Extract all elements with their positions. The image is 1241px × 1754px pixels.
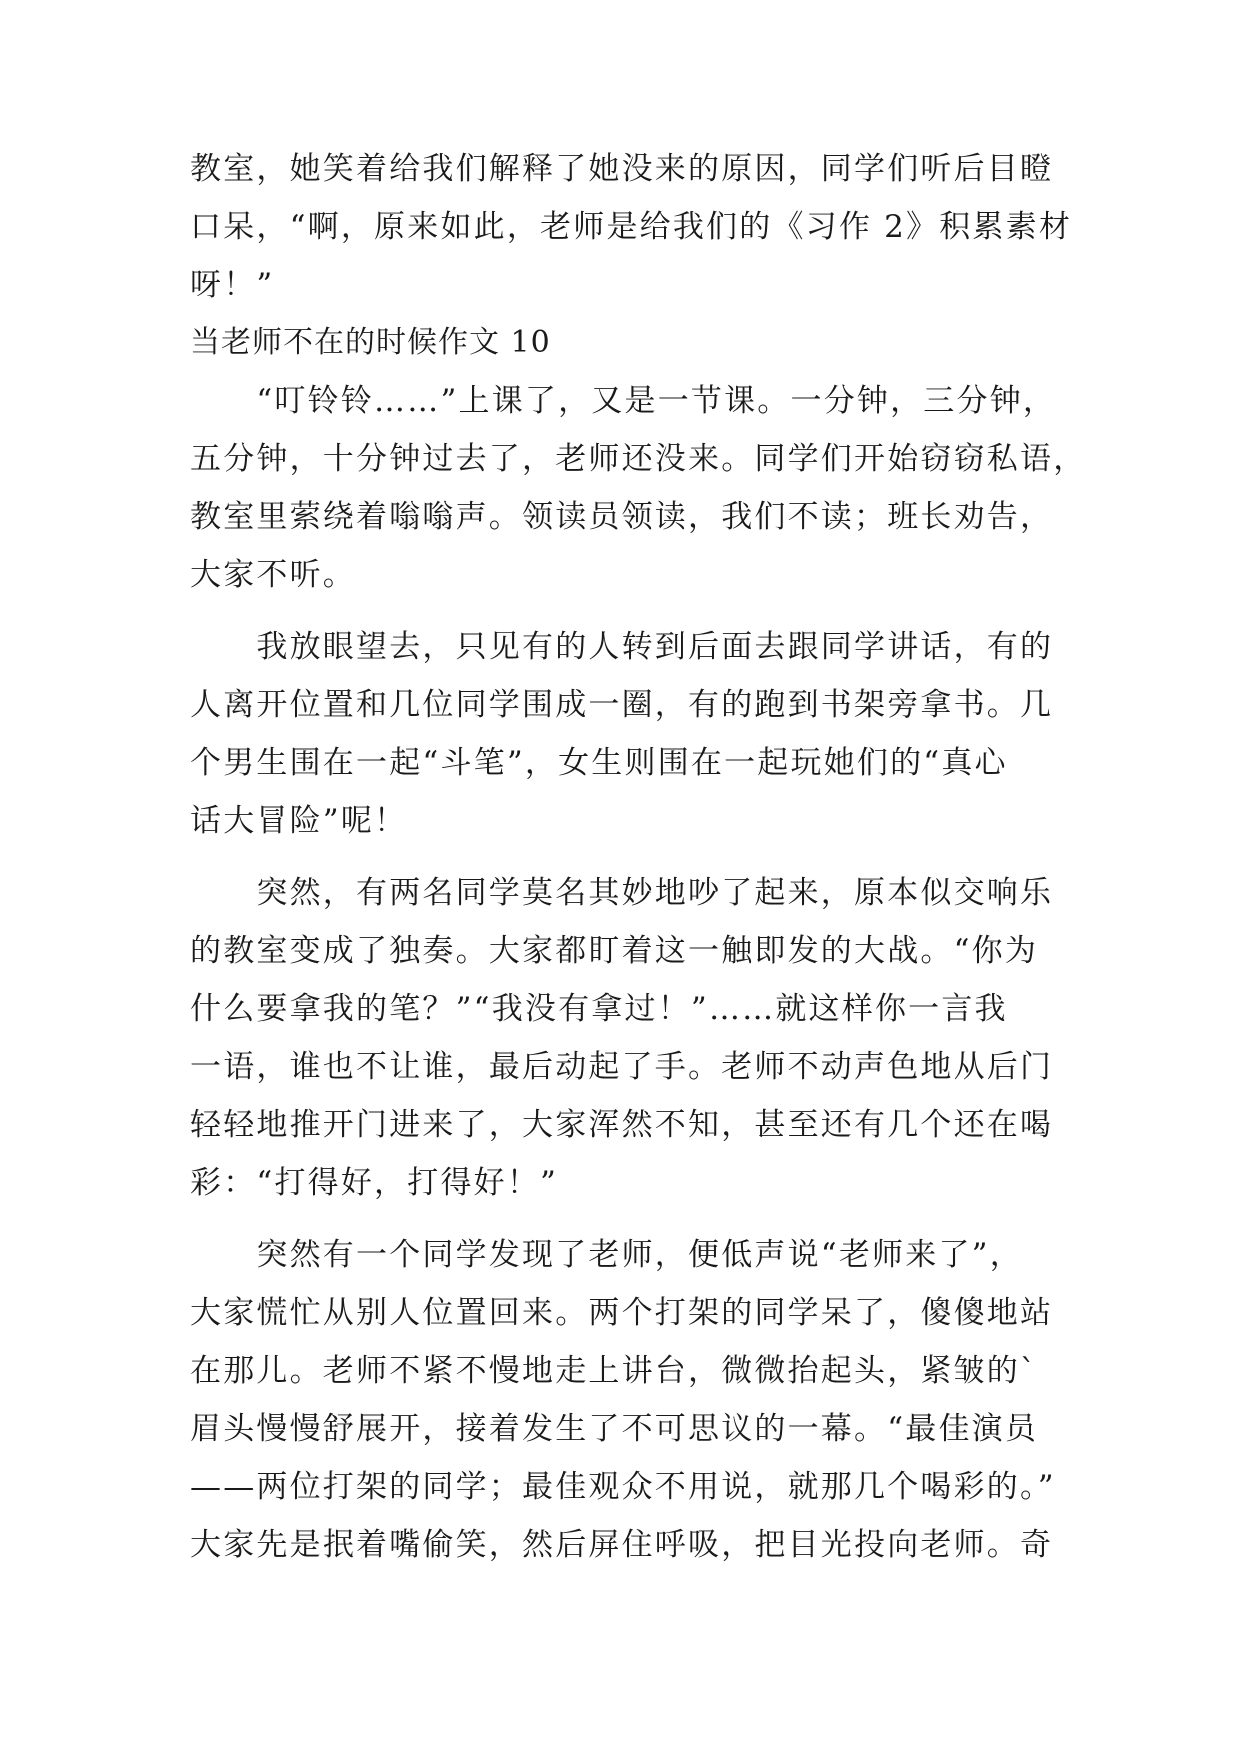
text-line: 眉头慢慢舒展开，接着发生了不可思议的一幕。“最佳演员: [190, 1411, 1039, 1447]
text-line: 五分钟，十分钟过去了，老师还没来。同学们开始窃窃私语，: [190, 441, 1087, 477]
paragraph-1: [190, 372, 1087, 604]
text-line: 一语，谁也不让谁，最后动起了手。老师不动声色地从后门: [190, 1049, 1054, 1085]
text-line: 大家不听。: [190, 557, 356, 593]
intro-paragraph: [190, 140, 1073, 314]
text-line: “叮铃铃……”上课了，又是一节课。一分钟，三分钟，: [190, 383, 1057, 419]
text-line: ——两位打架的同学；最佳观众不用说，就那几个喝彩的。”: [190, 1469, 1056, 1505]
text-line: 轻轻地推开门进来了，大家浑然不知，甚至还有几个还在喝: [190, 1107, 1054, 1143]
paragraph-spacer: [190, 1212, 1060, 1226]
text-line: 彩：“打得好，打得好！”: [190, 1165, 559, 1201]
text-line: 口呆，“啊，原来如此，老师是给我们的《习作 2》积累素材: [190, 209, 1073, 245]
text-line: 大家先是抿着嘴偷笑，然后屏住呼吸，把目光投向老师。奇: [190, 1527, 1054, 1563]
text-line: 教室，她笑着给我们解释了她没来的原因，同学们听后目瞪: [190, 151, 1054, 187]
text-line: 在那儿。老师不紧不慢地走上讲台，微微抬起头，紧皱的`: [190, 1353, 1038, 1389]
text-line: 人离开位置和几位同学围成一圈，有的跑到书架旁拿书。几: [190, 687, 1054, 723]
text-line: 我放眼望去，只见有的人转到后面去跟同学讲话，有的: [190, 629, 1054, 665]
paragraph-spacer: [190, 850, 1060, 864]
paragraph-2: [190, 618, 1060, 850]
paragraph-spacer: [190, 604, 1060, 618]
document-page: [190, 140, 1087, 1574]
text-line: 什么要拿我的笔？”“我没有拿过！”……就这样你一言我: [190, 991, 1008, 1027]
paragraph-3: [190, 864, 1060, 1212]
text-line: 的教室变成了独奏。大家都盯着这一触即发的大战。“你为: [190, 933, 1039, 969]
text-line: 个男生围在一起“斗笔”，女生则围在一起玩她们的“真心: [190, 745, 1008, 781]
text-line: 大家慌忙从别人位置回来。两个打架的同学呆了，傻傻地站: [190, 1295, 1054, 1331]
section-title: 当老师不在的时候作文 10: [190, 325, 551, 360]
text-line: 教室里萦绕着嗡嗡声。领读员领读，我们不读；班长劝告，: [190, 499, 1054, 535]
paragraph-4: [190, 1226, 1060, 1574]
text-line: 突然，有两名同学莫名其妙地吵了起来，原本似交响乐: [190, 875, 1054, 911]
text-line: 话大冒险”呢！: [190, 803, 408, 839]
text-line: 呀！”: [190, 267, 275, 303]
text-line: 突然有一个同学发现了老师，便低声说“老师来了”，: [190, 1237, 1023, 1273]
